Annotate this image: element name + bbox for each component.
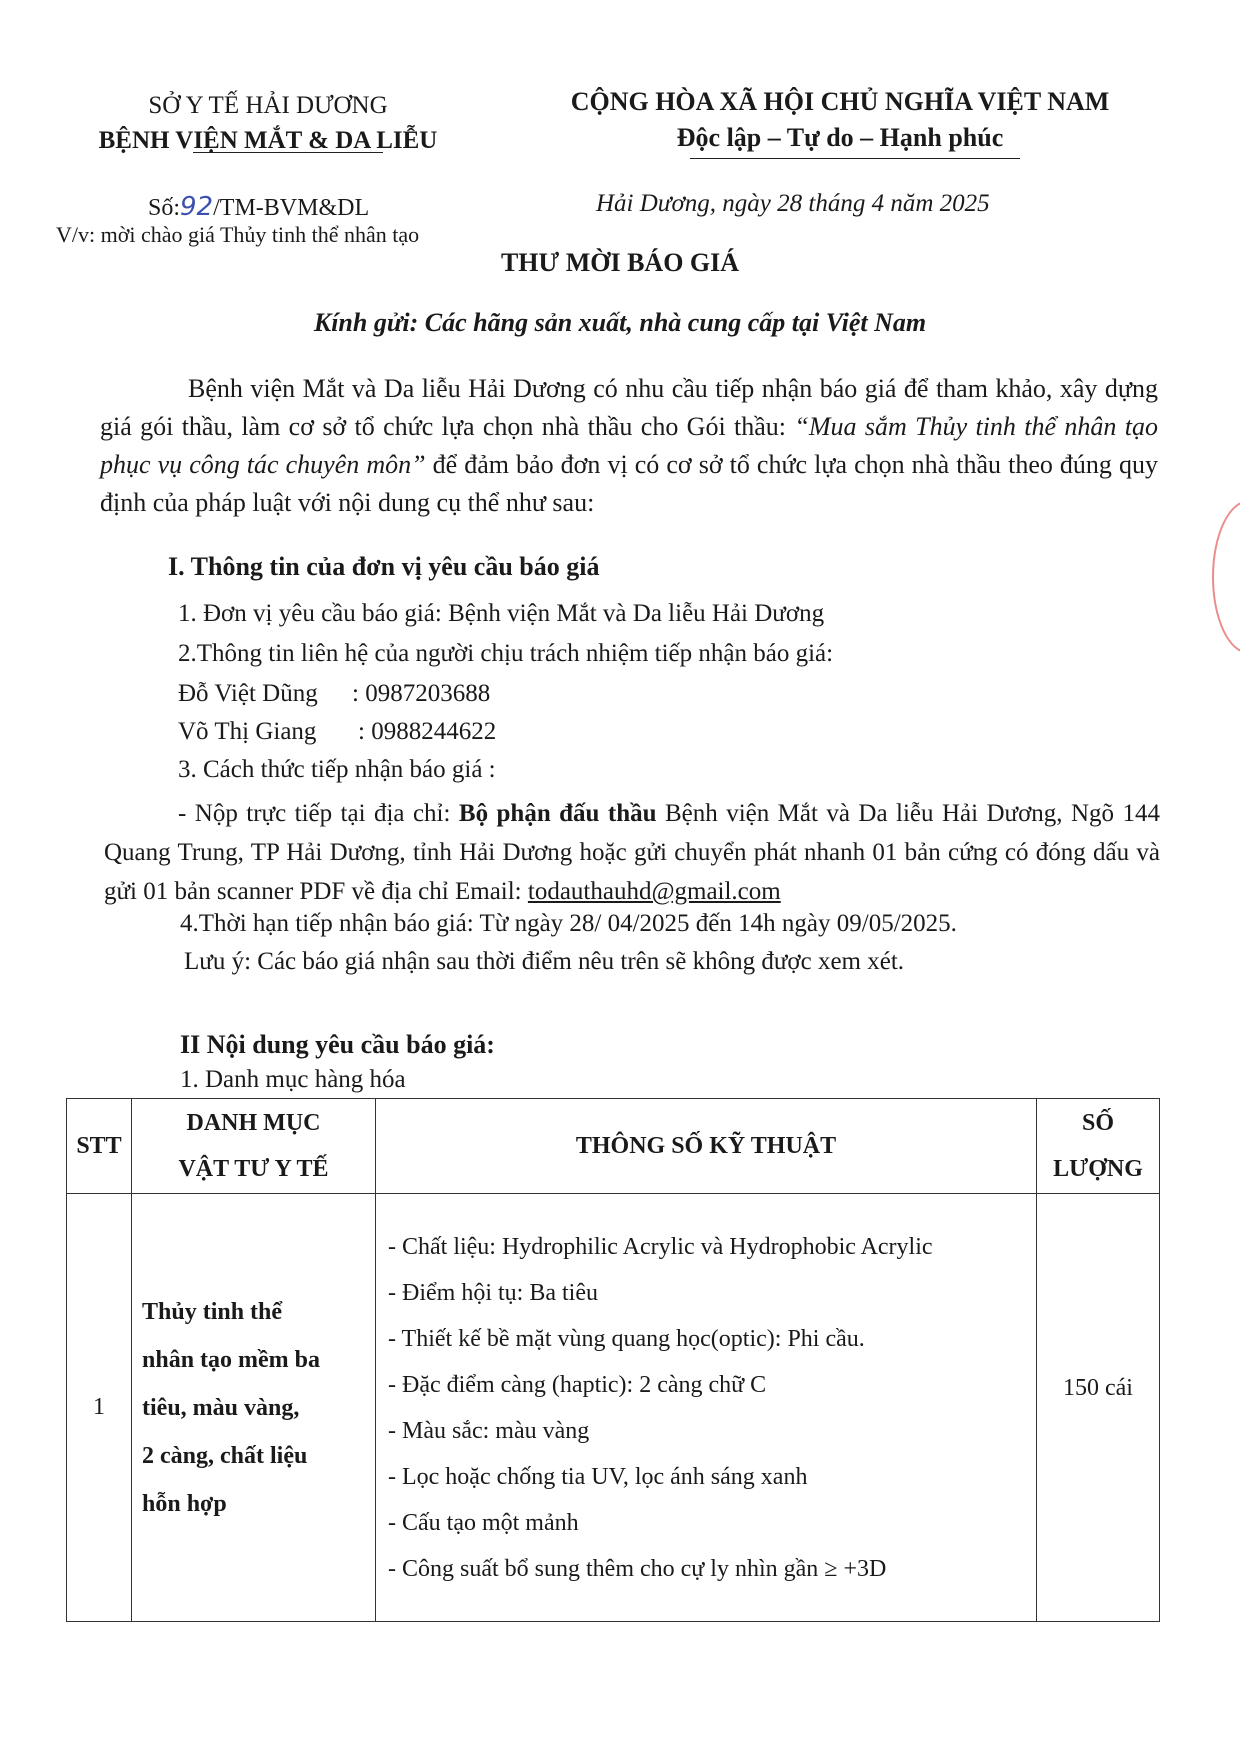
- subject-line: V/v: mời chào giá Thủy tinh thể nhân tạo: [56, 222, 420, 247]
- issue-date: Hải Dương, ngày 28 tháng 4 năm 2025: [596, 190, 990, 217]
- document-number-suffix: /TM-BVM&DL: [213, 195, 370, 221]
- section-2-heading: II Nội dung yêu cầu báo giá:: [180, 1030, 495, 1059]
- table-header-row: [67, 1099, 1160, 1194]
- header-quantity: [1037, 1099, 1160, 1194]
- section-2-sub-1: 1. Danh mục hàng hóa: [180, 1066, 406, 1093]
- header-quantity-line1: SỐ: [1081, 1110, 1114, 1136]
- item-name-line: Thủy tinh thể: [142, 1298, 283, 1325]
- spec-line: - Điểm hội tụ: Ba tiêu: [388, 1279, 598, 1306]
- late-note: Lưu ý: Các báo giá nhận sau thời điểm nêu trên sẽ không được xem xét.: [184, 948, 905, 975]
- item-name-line: 2 càng, chất liệu: [142, 1442, 308, 1469]
- contact-2-phone: : 0988244622: [358, 718, 497, 745]
- section-1-item-3: 3. Cách thức tiếp nhận báo giá :: [178, 756, 496, 783]
- header-quantity-line2: LƯỢNG: [1053, 1156, 1143, 1182]
- row-specs: [376, 1194, 1037, 1622]
- submit-prefix: - Nộp trực tiếp tại địa chỉ:: [178, 800, 459, 827]
- country-name: CỘNG HÒA XÃ HỘI CHỦ NGHĨA VIỆT NAM: [570, 87, 1110, 116]
- document-title: THƯ MỜI BÁO GIÁ: [500, 248, 740, 277]
- item-name-line: tiêu, màu vàng,: [142, 1394, 300, 1421]
- intro-text-1: Bệnh viện Mắt và Da liễu Hải Dương có nhu cầu tiếp nhận báo giá để tham khảo, xây dựng giá gói thầu, làm cơ sở tổ chức lựa chọn nhà thầu cho Gói thầu:: [100, 374, 1158, 441]
- issuer-underline: [193, 152, 383, 153]
- spec-line: - Lọc hoặc chống tia UV, lọc ánh sáng xanh: [388, 1463, 808, 1490]
- spec-line: - Đặc điểm càng (haptic): 2 càng chữ C: [388, 1371, 767, 1398]
- item-name-line: nhân tạo mềm ba: [142, 1346, 321, 1373]
- spec-line: - Cấu tạo một mảnh: [388, 1509, 579, 1536]
- document-number-handwritten: 92: [180, 192, 214, 222]
- issuer-block: [68, 88, 468, 158]
- header-item-name: [132, 1099, 376, 1194]
- document-number-prefix: Số:: [148, 195, 181, 221]
- goods-table: [66, 1098, 1160, 1622]
- row-item-name: [132, 1194, 376, 1622]
- header-specs: THÔNG SỐ KỸ THUẬT: [376, 1099, 1037, 1194]
- department-name: SỞ Y TẾ HẢI DƯƠNG: [148, 92, 388, 119]
- email-link[interactable]: todauthauhd@gmail.com: [527, 878, 781, 905]
- spec-line: - Chất liệu: Hydrophilic Acrylic và Hydrophobic Acrylic: [388, 1233, 933, 1260]
- header-item-name-line1: DANH MỤC: [186, 1110, 321, 1136]
- contact-1-name: Đỗ Việt Dũng: [178, 680, 318, 707]
- row-quantity: 150 cái: [1037, 1194, 1160, 1622]
- recipient-line: Kính gửi: Các hãng sản xuất, nhà cung cấp tại Việt Nam: [313, 308, 927, 337]
- motto: Độc lập – Tự do – Hạnh phúc: [676, 123, 1004, 152]
- intro-paragraph: [100, 370, 1158, 522]
- stamp-seal: [1212, 500, 1240, 654]
- section-1-heading: I. Thông tin của đơn vị yêu cầu báo giá: [168, 552, 600, 581]
- spec-line: - Công suất bổ sung thêm cho cự ly nhìn gần ≥ +3D: [388, 1555, 887, 1582]
- submission-address: [104, 794, 1160, 911]
- motto-underline: [690, 158, 1020, 159]
- section-1-item-2: 2.Thông tin liên hệ của người chịu trách nhiệm tiếp nhận báo giá:: [178, 640, 834, 667]
- spec-line: - Màu sắc: màu vàng: [388, 1417, 590, 1444]
- submit-details: Bệnh viện Mắt và Da liễu Hải Dương, Ngõ 144 Quang Trung, TP Hải Dương, tỉnh Hải Dương hoặc gửi chuyển phát nhanh 01 bản cứng có đóng dấu và gửi 01 bản scanner PDF về địa chỉ Email:: [104, 800, 1160, 905]
- item-name-line: hỗn hợp: [142, 1490, 227, 1517]
- header-stt: STT: [67, 1099, 132, 1194]
- section-1-item-1: 1. Đơn vị yêu cầu báo giá: Bệnh viện Mắt và Da liễu Hải Dương: [178, 600, 825, 627]
- spec-line: - Thiết kế bề mặt vùng quang học(optic): Phi cầu.: [388, 1325, 865, 1352]
- national-motto-block: [520, 84, 1160, 156]
- intro-text-2: để đảm bảo đơn vị có cơ sở tổ chức lựa chọn nhà thầu theo đúng quy định của pháp luật với nội dung cụ thể như sau:: [100, 450, 1158, 517]
- submit-department: Bộ phận đấu thầu: [458, 800, 657, 827]
- header-item-name-line2: VẬT TƯ Y TẾ: [178, 1156, 329, 1182]
- contact-2-name: Võ Thị Giang: [178, 718, 317, 745]
- row-stt: 1: [67, 1194, 132, 1622]
- section-1-item-4: 4.Thời hạn tiếp nhận báo giá: Từ ngày 28/ 04/2025 đến 14h ngày 09/05/2025.: [180, 910, 957, 937]
- table-row: [67, 1194, 1160, 1622]
- hospital-name: BỆNH VIỆN MẮT & DA LIỄU: [98, 127, 438, 154]
- contact-1-phone: : 0987203688: [352, 680, 491, 707]
- document-number: [148, 192, 369, 222]
- package-name: “Mua sắm Thủy tinh thể nhân tạo phục vụ công tác chuyên môn”: [100, 412, 1158, 479]
